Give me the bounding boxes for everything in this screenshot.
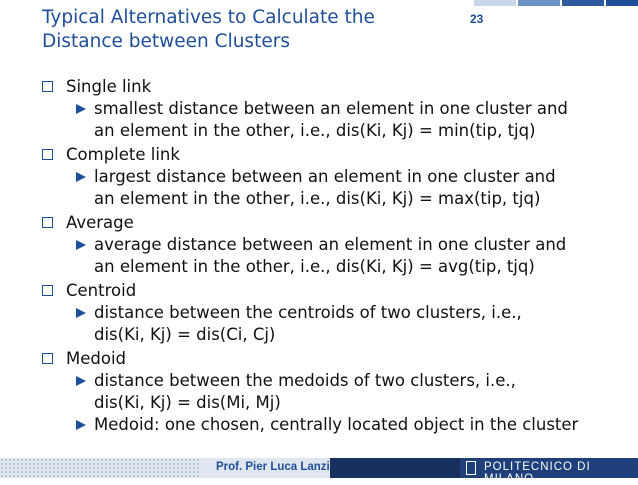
bullet-level1 [20, 144, 630, 166]
slide-title [42, 6, 442, 54]
triangle-bullet-icon [76, 308, 86, 318]
footer-author: Prof. Pier Luca Lanzi [216, 461, 330, 473]
slide-title-line2: Distance between Clusters [42, 31, 290, 52]
corner-decoration [474, 0, 638, 6]
bullet-text: dis(Ki, Kj) = dis(Mi, Mj) [94, 393, 281, 412]
bullet-text: dis(Ki, Kj) = dis(Ci, Cj) [94, 325, 276, 344]
bullet-level1 [20, 76, 630, 98]
square-bullet-icon [42, 353, 53, 364]
list-item [20, 76, 630, 142]
list-item [20, 212, 630, 278]
slide-title-line1: Typical Alternatives to Calculate the [42, 7, 375, 28]
bullet-level2 [20, 370, 630, 414]
bullet-level2 [20, 98, 630, 142]
bullet-text: distance between the medoids of two clusters, i.e., [94, 371, 516, 390]
footer-institution: POLITECNICO DI MILANO [484, 461, 591, 485]
corner-block [562, 0, 604, 6]
bullet-text: an element in the other, i.e., dis(Ki, Kj) = min(tip, tjq) [94, 121, 536, 140]
list-item [20, 280, 630, 346]
corner-block [474, 0, 516, 6]
triangle-bullet-icon [76, 376, 86, 386]
bullet-level1 [20, 212, 630, 234]
bullet-text: largest distance between an element in one cluster and [94, 167, 556, 186]
bullet-label: Medoid [66, 349, 127, 368]
institution-logo-icon [466, 461, 476, 475]
bullet-level2 [20, 166, 630, 210]
bullet-text: Medoid: one chosen, centrally located object in the cluster [94, 415, 579, 434]
triangle-bullet-icon [76, 420, 86, 430]
bullet-level2 [20, 414, 630, 436]
square-bullet-icon [42, 81, 53, 92]
bullet-text: distance between the centroids of two clusters, i.e., [94, 303, 522, 322]
list-item [20, 144, 630, 210]
bullet-level2 [20, 302, 630, 346]
square-bullet-icon [42, 149, 53, 160]
triangle-bullet-icon [76, 172, 86, 182]
corner-block [518, 0, 560, 6]
triangle-bullet-icon [76, 240, 86, 250]
bullet-text: an element in the other, i.e., dis(Ki, Kj) = avg(tip, tjq) [94, 257, 535, 276]
bullet-level2 [20, 234, 630, 278]
footer-dot-pattern [0, 458, 200, 478]
square-bullet-icon [42, 285, 53, 296]
bullet-text: an element in the other, i.e., dis(Ki, Kj) = max(tip, tjq) [94, 189, 541, 208]
bullet-label: Average [66, 213, 134, 232]
bullet-text: average distance between an element in one cluster and [94, 235, 567, 254]
bullet-level1 [20, 348, 630, 370]
bullet-level1 [20, 280, 630, 302]
bullet-list [20, 74, 630, 436]
corner-block [606, 0, 638, 6]
square-bullet-icon [42, 217, 53, 228]
footer-institution-band-dark [330, 458, 460, 478]
bullet-label: Centroid [66, 281, 137, 300]
bullet-text: smallest distance between an element in one cluster and [94, 99, 568, 118]
bullet-label: Complete link [66, 145, 180, 164]
footer [0, 458, 638, 485]
bullet-label: Single link [66, 77, 152, 96]
page-number: 23 [470, 12, 484, 26]
triangle-bullet-icon [76, 104, 86, 114]
list-item [20, 348, 630, 436]
